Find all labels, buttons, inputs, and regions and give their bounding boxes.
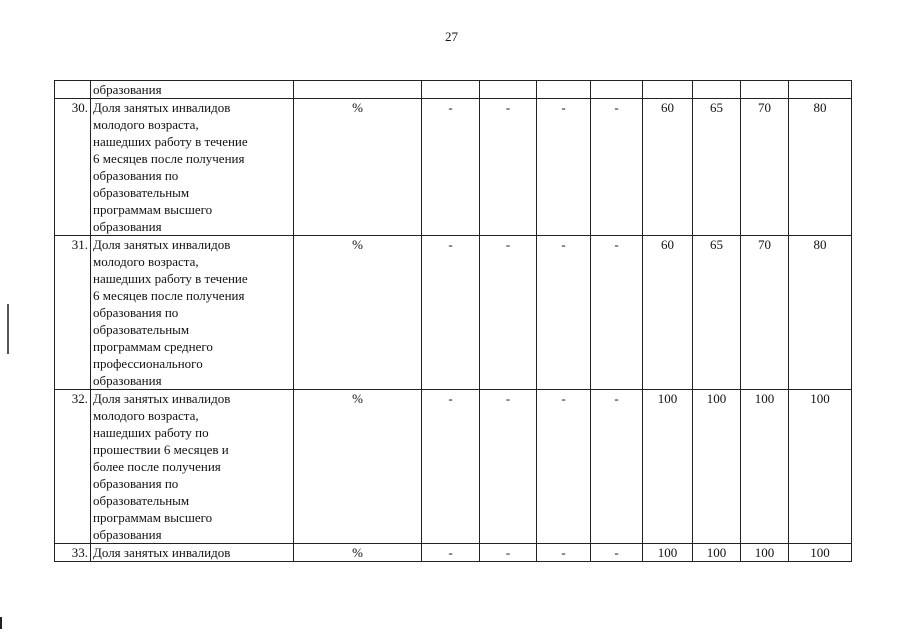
value-cell: - <box>480 99 537 236</box>
scan-edge-mark <box>0 617 2 629</box>
indicators-table <box>54 80 852 562</box>
value-cell <box>422 81 480 99</box>
value-cell: - <box>422 390 480 544</box>
table-row <box>55 99 852 236</box>
value-cell: 65 <box>693 99 741 236</box>
value-cell <box>591 81 643 99</box>
value-cell: 100 <box>693 390 741 544</box>
row-number-cell: 31. <box>55 236 91 390</box>
indicator-name: Доля занятых инвалидов молодого возраста, нашедших работу в течение 6 месяцев после получения образования по образовательным программам среднего профессионального образования <box>93 237 248 388</box>
value-cell: - <box>591 99 643 236</box>
value-cell: 65 <box>693 236 741 390</box>
value-cell: 100 <box>789 544 852 562</box>
table-row <box>55 81 852 99</box>
row-number-cell: 32. <box>55 390 91 544</box>
table-row <box>55 236 852 390</box>
indicator-name-cell <box>91 390 294 544</box>
value-cell: - <box>537 544 591 562</box>
value-cell: 60 <box>643 99 693 236</box>
indicator-name: Доля занятых инвалидов молодого возраста, нашедших работу в течение 6 месяцев после получения образования по образовательным программам высшего образования <box>93 100 248 234</box>
indicator-name: Доля занятых инвалидов молодого возраста, нашедших работу по прошествии 6 месяцев и более после получения образования по образовательным программам высшего образования <box>93 391 231 542</box>
value-cell <box>693 81 741 99</box>
value-cell <box>480 81 537 99</box>
row-number-cell <box>55 81 91 99</box>
table-row <box>55 390 852 544</box>
value-cell: - <box>422 544 480 562</box>
value-cell: 100 <box>693 544 741 562</box>
indicator-name: Доля занятых инвалидов <box>93 545 231 560</box>
value-cell: - <box>480 544 537 562</box>
page-number: 27 <box>445 29 458 44</box>
value-cell: - <box>537 99 591 236</box>
indicator-name-cell <box>91 99 294 236</box>
value-cell: 80 <box>789 236 852 390</box>
value-cell: - <box>537 390 591 544</box>
value-cell: - <box>480 236 537 390</box>
row-number-cell: 30. <box>55 99 91 236</box>
row-number-cell: 33. <box>55 544 91 562</box>
value-cell: - <box>422 99 480 236</box>
value-cell: - <box>591 236 643 390</box>
scan-margin-mark <box>7 304 9 354</box>
unit-cell: % <box>294 544 422 562</box>
indicator-name-cell: образования <box>91 81 294 99</box>
value-cell: - <box>422 236 480 390</box>
value-cell: 60 <box>643 236 693 390</box>
value-cell: 100 <box>789 390 852 544</box>
table-row <box>55 544 852 562</box>
value-cell: 70 <box>741 99 789 236</box>
value-cell: 80 <box>789 99 852 236</box>
value-cell: 100 <box>643 390 693 544</box>
unit-cell: % <box>294 390 422 544</box>
value-cell: - <box>591 390 643 544</box>
value-cell: - <box>591 544 643 562</box>
value-cell <box>643 81 693 99</box>
unit-cell: % <box>294 99 422 236</box>
indicator-name-cell <box>91 544 294 562</box>
value-cell <box>741 81 789 99</box>
indicator-name-cell <box>91 236 294 390</box>
unit-cell <box>294 81 422 99</box>
value-cell: 100 <box>741 390 789 544</box>
value-cell: 100 <box>741 544 789 562</box>
value-cell: - <box>537 236 591 390</box>
value-cell <box>789 81 852 99</box>
value-cell <box>537 81 591 99</box>
value-cell: 70 <box>741 236 789 390</box>
value-cell: 100 <box>643 544 693 562</box>
unit-cell: % <box>294 236 422 390</box>
value-cell: - <box>480 390 537 544</box>
